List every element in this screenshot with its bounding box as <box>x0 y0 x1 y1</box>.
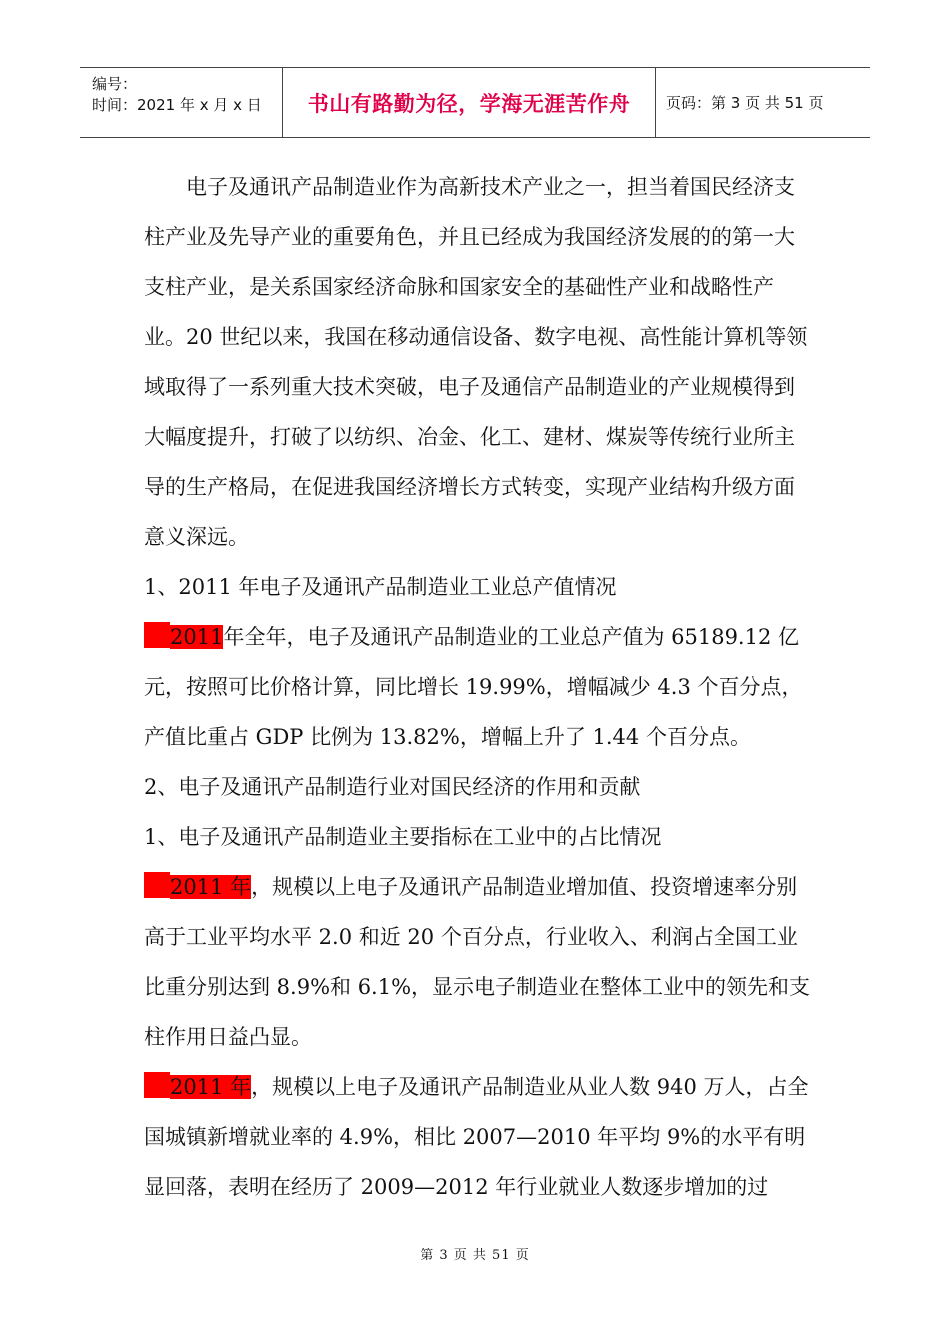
page-footer: 第 3 页 共 51 页 <box>420 1248 530 1263</box>
paragraph-output-value <box>144 612 814 762</box>
paragraph-text: ，规模以上电子及通讯产品制造业增加值、投资增速率分别高于工业平均水平 2.0 和近 20 个百分点，行业收入、利润占全国工业比重分别达到 8.9%和 6.1%，显示电子制造业在整体工业中的领先和支柱作用日益凸显。 <box>144 875 811 1049</box>
highlight-year: 2011 年 <box>170 875 252 899</box>
heading-2: 2、电子及通讯产品制造行业对国民经济的作用和贡献 <box>144 775 641 799</box>
document-body <box>144 162 814 1212</box>
paragraph-intro: 电子及通讯产品制造业作为高新技术产业之一，担当着国民经济支柱产业及先导产业的重要角色，并且已经成为我国经济发展的的第一大支柱产业，是关系国家经济命脉和国家安全的基础性产业和战略性产业。20 世纪以来，我国在移动通信设备、数字电视、高性能计算机等领域取得了一系列重大技术突破，电子及通信产品制造业的产业规模得到大幅度提升，打破了以纺织、冶金、化工、建材、煤炭等传统行业所主导的生产格局，在促进我国经济增长方式转变，实现产业结构升级方面意义深远。 <box>144 175 808 549</box>
highlight-marker <box>144 1072 170 1098</box>
header-page-info: 页码：第 3 页 共 51 页 <box>666 94 824 112</box>
highlight-year: 2011 年 <box>170 1075 252 1099</box>
code-label: 编号： <box>92 75 138 93</box>
paragraph-employment <box>144 1062 814 1212</box>
paragraph-share <box>144 862 814 1062</box>
highlight-year: 2011 <box>170 625 224 649</box>
heading-3: 1、电子及通讯产品制造业主要指标在工业中的占比情况 <box>144 825 662 849</box>
paragraph-text: ，规模以上电子及通讯产品制造业从业人数 940 万人，占全国城镇新增就业率的 4.9%，相比 2007—2010 年平均 9%的水平有明显回落，表明在经历了 2009—2012 年行业就业人数逐步增加的过 <box>144 1075 809 1199</box>
highlight-marker <box>144 872 170 898</box>
header-meta <box>80 68 282 137</box>
time-label: 时间：2021 年 x 月 x 日 <box>92 96 262 114</box>
page-header <box>80 67 870 138</box>
highlight-marker <box>144 622 170 648</box>
paragraph-text: 年全年，电子及通讯产品制造业的工业总产值为 65189.12 亿元，按照可比价格计算，同比增长 19.99%，增幅减少 4.3 个百分点，产值比重占 GDP 比例为 13.82%，增幅上升了 1.44 个百分点。 <box>144 625 803 749</box>
heading-1: 1、2011 年电子及通讯产品制造业工业总产值情况 <box>144 575 617 599</box>
header-motto: 书山有路勤为径，学海无涯苦作舟 <box>282 68 656 137</box>
